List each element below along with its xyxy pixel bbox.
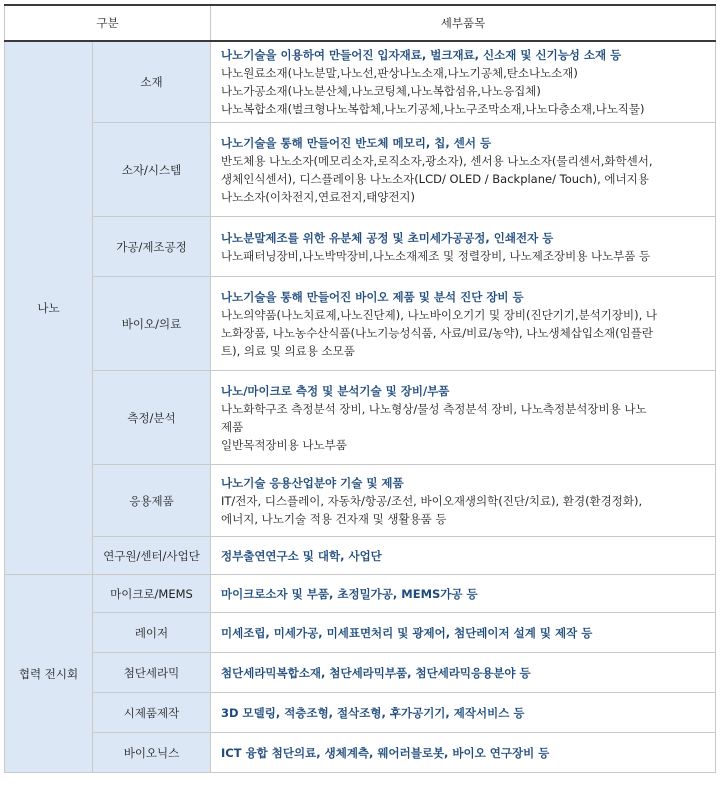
subcategory-label: 바이오닉스 <box>93 733 211 773</box>
detail-line: 나노원료소재(나노분말,나노선,판상나노소재,나노기공체,탄소나노소재) <box>221 66 578 80</box>
detail-lead: ICT 융합 첨단의료, 생체계측, 웨어러블로봇, 바이오 연구장비 등 <box>221 745 550 760</box>
subcategory-label: 응용제품 <box>93 465 211 537</box>
subcategory-label: 가공/제조공정 <box>93 217 211 277</box>
subcategory-label: 레이저 <box>93 613 211 653</box>
subcategory-label: 소재 <box>93 41 211 123</box>
detail-line: 나노패터닝장비,나노박막장비,나노소재제조 및 정렬장비, 나노제조장비용 나노부품 등 <box>221 248 651 263</box>
detail-lead: 3D 모델링, 적층조형, 절삭조형, 후가공기기, 제작서비스 등 <box>221 705 525 720</box>
detail-cell <box>211 217 716 277</box>
detail-line: IT/전자, 디스플레이, 자동차/항공/조선, 바이오재생의학(진단/치료), 환경(환경정화), <box>221 493 643 508</box>
table-row <box>5 217 716 277</box>
table-row <box>5 693 716 733</box>
table-header-row <box>5 5 716 41</box>
table-row <box>5 613 716 653</box>
detail-lead: 미세조립, 미세가공, 미세표면처리 및 광제어, 첨단레이저 설계 및 제작 등 <box>221 625 593 640</box>
table-row <box>5 575 716 613</box>
table-row <box>5 537 716 575</box>
detail-line: 나노의약품(나노치료제,나노진단제), 나노바이오기기 및 장비(진단기기,분석기장비), 나 <box>221 307 658 322</box>
detail-line: 에너지, 나노기술 적용 건자재 및 생활용품 등 <box>221 511 447 526</box>
table-row <box>5 371 716 465</box>
detail-line: 노화장품, 나노농수산식품(나노기능성식품, 사료/비료/농약), 나노생체삽입소재(임플란 <box>221 325 653 340</box>
subcategory-label: 바이오/의료 <box>93 277 211 371</box>
detail-line: 일반목적장비용 나노부품 <box>221 437 347 452</box>
subcategory-label: 마이크로/MEMS <box>93 575 211 613</box>
detail-lead: 나노기술 응용산업분야 기술 및 제품 <box>221 475 404 490</box>
detail-cell <box>211 41 716 123</box>
detail-cell <box>211 575 716 613</box>
group-label: 협력 전시회 <box>5 575 93 773</box>
detail-lead: 나노분말제조를 위한 유분체 공정 및 초미세가공공정, 인쇄전자 등 <box>221 230 554 245</box>
header-details: 세부품목 <box>211 5 716 41</box>
detail-cell <box>211 653 716 693</box>
table-row <box>5 733 716 773</box>
detail-cell <box>211 123 716 217</box>
header-category: 구분 <box>5 5 211 41</box>
subcategory-label: 시제품제작 <box>93 693 211 733</box>
table-row <box>5 41 716 123</box>
detail-cell <box>211 465 716 537</box>
detail-line: 나노가공소재(나노분산체,나노코팅체,나노복합섬유,나노응집체) <box>221 84 541 98</box>
detail-line: 트), 의료 및 의료용 소모품 <box>221 343 355 358</box>
subcategory-label: 첨단세라믹 <box>93 653 211 693</box>
product-category-table <box>4 4 716 773</box>
detail-cell <box>211 371 716 465</box>
subcategory-label: 연구원/센터/사업단 <box>93 537 211 575</box>
detail-lead: 마이크로소자 및 부품, 초정밀가공, MEMS가공 등 <box>221 586 478 601</box>
detail-lead: 정부출연연구소 및 대학, 사업단 <box>221 548 382 563</box>
detail-cell <box>211 537 716 575</box>
detail-lead: 나노기술을 통해 만들어진 반도체 메모리, 칩, 센서 등 <box>221 135 492 150</box>
table-row <box>5 123 716 217</box>
detail-lead: 나노/마이크로 측정 및 분석기술 및 장비/부품 <box>221 383 450 398</box>
detail-cell <box>211 733 716 773</box>
table-row <box>5 277 716 371</box>
detail-line: 나노화학구조 측정분석 장비, 나노형상/물성 측정분석 장비, 나노측정분석장비용 나노 <box>221 401 647 416</box>
detail-cell <box>211 613 716 653</box>
subcategory-label: 측정/분석 <box>93 371 211 465</box>
detail-line: 나노복합소재(벌크형나노복합체,나노기공체,나노구조막소재,나노다층소재,나노직물) <box>221 102 645 116</box>
table-row <box>5 653 716 693</box>
table-row <box>5 465 716 537</box>
detail-line: 나노소자(이차전지,연료전지,태양전지) <box>221 189 416 204</box>
detail-line: 제품 <box>221 419 244 434</box>
detail-lead: 나노기술을 통해 만들어진 바이오 제품 및 분석 진단 장비 등 <box>221 289 524 304</box>
detail-lead: 첨단세라믹복합소재, 첨단세라믹부품, 첨단세라믹응용분야 등 <box>221 665 531 680</box>
group-label: 나노 <box>5 41 93 575</box>
detail-line: 생체인식센서), 디스플레이용 나노소자(LCD/ OLED / Backplane/ Touch), 에너지용 <box>221 171 649 186</box>
detail-line: 반도체용 나노소자(메모리소자,로직소자,광소자), 센서용 나노소자(물리센서,화학센서, <box>221 153 653 168</box>
detail-cell <box>211 277 716 371</box>
subcategory-label: 소자/시스템 <box>93 123 211 217</box>
detail-cell <box>211 693 716 733</box>
detail-lead: 나노기술을 이용하여 만들어진 입자재료, 벌크재료, 신소재 및 신기능성 소재 등 <box>221 48 622 62</box>
